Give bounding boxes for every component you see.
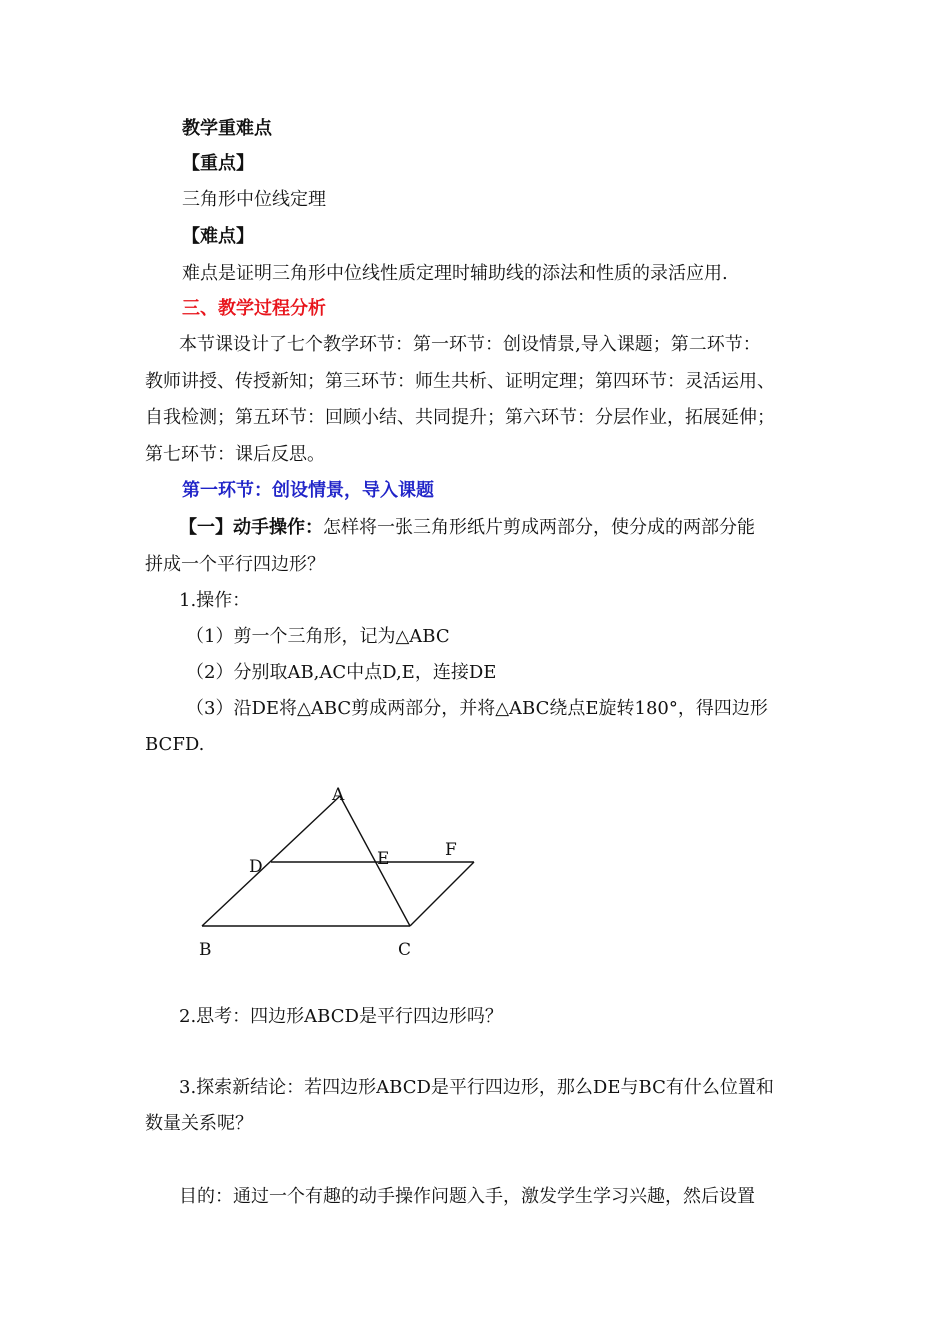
- segment-cf: [410, 862, 474, 926]
- key-text: 三角形中位线定理: [182, 189, 326, 210]
- segment-ac: [340, 796, 410, 926]
- heading-key-difficult: 教学重难点: [182, 118, 272, 139]
- op-step-2: （2）分别取AB,AC中点D,E，连接DE: [186, 662, 497, 683]
- segment-ab: [202, 796, 340, 926]
- think-text: 2.思考：四边形ABCD是平行四边形吗？: [179, 1006, 503, 1027]
- label-f: F: [445, 840, 457, 860]
- stage1-title: 第一环节：创设情景，导入课题: [182, 480, 434, 501]
- activity-line-1: [179, 516, 755, 540]
- label-a: A: [332, 785, 345, 805]
- op-step-3: （3）沿DE将△ABC剪成两部分，并将△ABC绕点E旋转180°，得四边形: [186, 698, 768, 719]
- difficult-text: 难点是证明三角形中位线性质定理时辅助线的添法和性质的录活应用.: [182, 263, 728, 284]
- key-label: 【重点】: [182, 153, 254, 174]
- label-c: C: [398, 940, 412, 960]
- section-title: 三、教学过程分析: [182, 298, 326, 319]
- label-b: B: [199, 940, 212, 960]
- difficult-label: 【难点】: [182, 226, 254, 247]
- intro-line-4: 第七环节：课后反思。: [145, 444, 325, 465]
- activity-text-1: 怎样将一张三角形纸片剪成两部分，使分成的两部分能: [323, 517, 755, 538]
- label-e: E: [377, 849, 390, 869]
- purpose-text: 目的：通过一个有趣的动手操作问题入手，激发学生学习兴趣，然后设置: [179, 1186, 755, 1207]
- intro-line-1: 本节课设计了七个教学环节：第一环节：创设情景,导入课题；第二环节：: [179, 334, 761, 355]
- label-d: D: [249, 857, 263, 877]
- activity-line-2: 拼成一个平行四边形？: [145, 554, 325, 575]
- intro-line-3: 自我检测；第五环节：回顾小结、共同提升；第六环节：分层作业，拓展延伸；: [145, 407, 775, 428]
- explore-line-2: 数量关系呢？: [145, 1113, 253, 1134]
- intro-line-2: 教师讲授、传授新知；第三环节：师生共析、证明定理；第四环节：灵活运用、: [145, 371, 775, 392]
- activity-label: 【一】动手操作：: [179, 517, 323, 538]
- op-heading: 1.操作：: [179, 590, 251, 611]
- op-step-3-cont: BCFD.: [145, 734, 205, 755]
- op-step-1: （1）剪一个三角形，记为△ABC: [186, 626, 450, 647]
- explore-line-1: 3.探索新结论：若四边形ABCD是平行四边形，那么DE与BC有什么位置和: [179, 1077, 774, 1098]
